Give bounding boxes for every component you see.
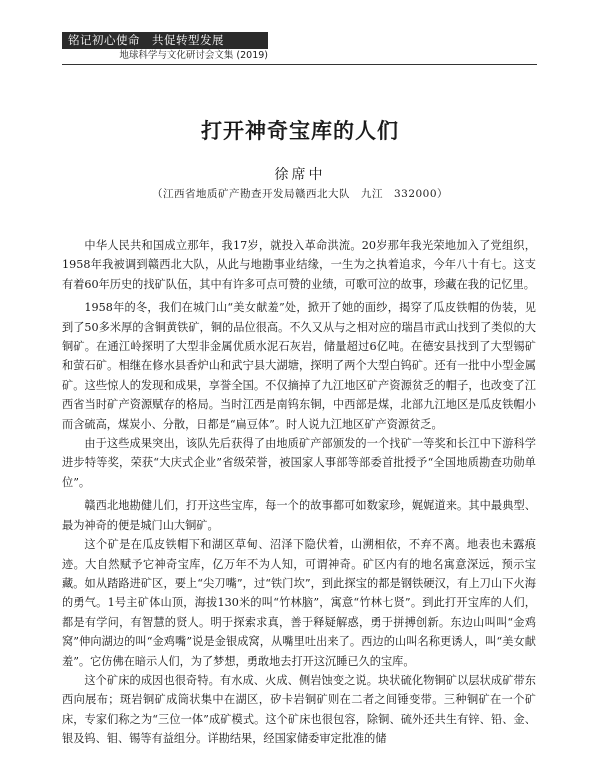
header-rule [62, 64, 537, 65]
paragraph: 由于这些成果突出，该队先后获得了由地质矿产部颁发的一个找矿一等奖和长江中下游科学进步特等奖，荣获“大庆式企业”省级荣誉，被国家人事部等部委首批授予“全国地质勘查功勋单位”。 [62, 437, 536, 489]
paragraph: 中华人民共和国成立那年，我17岁，就投入革命洪流。20岁那年我光荣地加入了党组织，1958年我被调到赣西北大队，从此与地勘事业结缘，一生为之执着追求，今年八十有七。这支有着60年历史的找矿队伍，其中有许多可点可赞的业绩，可歌可泣的故事，珍藏在我的记忆里。 [62, 239, 536, 291]
article-body [62, 236, 536, 749]
paragraph: 这个矿是在瓜皮铁帽下和湖区草甸、沼泽下隐伏着，山溯相依，不弃不离。地表也未露痕迹。大自然赋予它神奇宝库，亿万年不为人知，可谓神奇。矿区内有的地名寓意深远，预示宝藏。如从踏路进矿区，要上“尖刀嘴”，过“铁门坎”，到此探宝的都是钢铁硬汉，有上刀山下火海的勇气。1号主矿体山顶，海拔130米的叫“竹林脑”，寓意“竹林七贤”。到此打开宝库的人们，都是有学问，有智慧的贤人。明于探索求真，善于释疑解惑，勇于拼搏创新。东边山叫叫“金鸡窝”伸向湖边的叫“金鸡嘴”说是金银成窝，从嘴里吐出来了。西边的山叫名称更诱人，叫“美女献羞”。它仿佛在暗示人们，为了梦想，勇敢地去打开这沉睡已久的宝库。 [62, 538, 536, 668]
author-affiliation: （江西省地质矿产勘查开发局赣西北大队 九江 332000） [151, 188, 449, 200]
journal-subtitle: 地球科学与文化研讨会文集 (2019) [119, 50, 268, 61]
journal-banner: 铭记初心使命 共促转型发展 [62, 32, 268, 49]
article-author: 徐席中 [274, 167, 326, 183]
paragraph: 赣西北地勘健儿们，打开这些宝库，每一个的故事都可如数家珍，娓娓道来。其中最典型、最为神奇的便是城门山大铜矿。 [62, 499, 536, 532]
article-title: 打开神奇宝库的人们 [201, 119, 399, 143]
paragraph: 这个矿床的成因也很奇特。有水成、火成、侧岩蚀变之说。块状硫化物铜矿以层状成矿带东西向展布；斑岩铜矿成筒状集中在湖区，矽卡岩铜矿则在二者之间锤变带。三种铜矿在一个矿床，专家们称之为“三位一体”成矿模式。这个矿床也很包容，除铜、硫外还共生有锌、铅、金、银及钨、钼、锡等有益组分。详勘结果，经国家储委审定批准的储 [62, 673, 536, 746]
paragraph: 1958年的冬，我们在城门山“美女献羞”处，掀开了她的面纱，揭穿了瓜皮铁帽的伪装，见到了50多米厚的含铜黄铁矿，铜的品位很高。不久又从与之相对应的瑞昌市武山找到了类似的大铜矿。在通江岭探明了大型非金属优质水泥石灰岩，储量超过6亿吨。在德安县找到了大型锡矿和萤石矿。相继在修水县香炉山和武宁县大湖塘，探明了两个大型白钨矿。还有一批中小型金属矿。这些惊人的发现和成果，享誉全国。不仅摘掉了九江地区矿产资源贫乏的帽子，也改变了江西省当时矿产资源赋存的格局。当时江西是南钨东铜，中西部是煤，北部九江地区是瓜皮铁帽小而含硫高，煤炭小、分散，日都是“扁豆体”。时人说九江地区矿产资源贫乏。 [62, 301, 536, 431]
